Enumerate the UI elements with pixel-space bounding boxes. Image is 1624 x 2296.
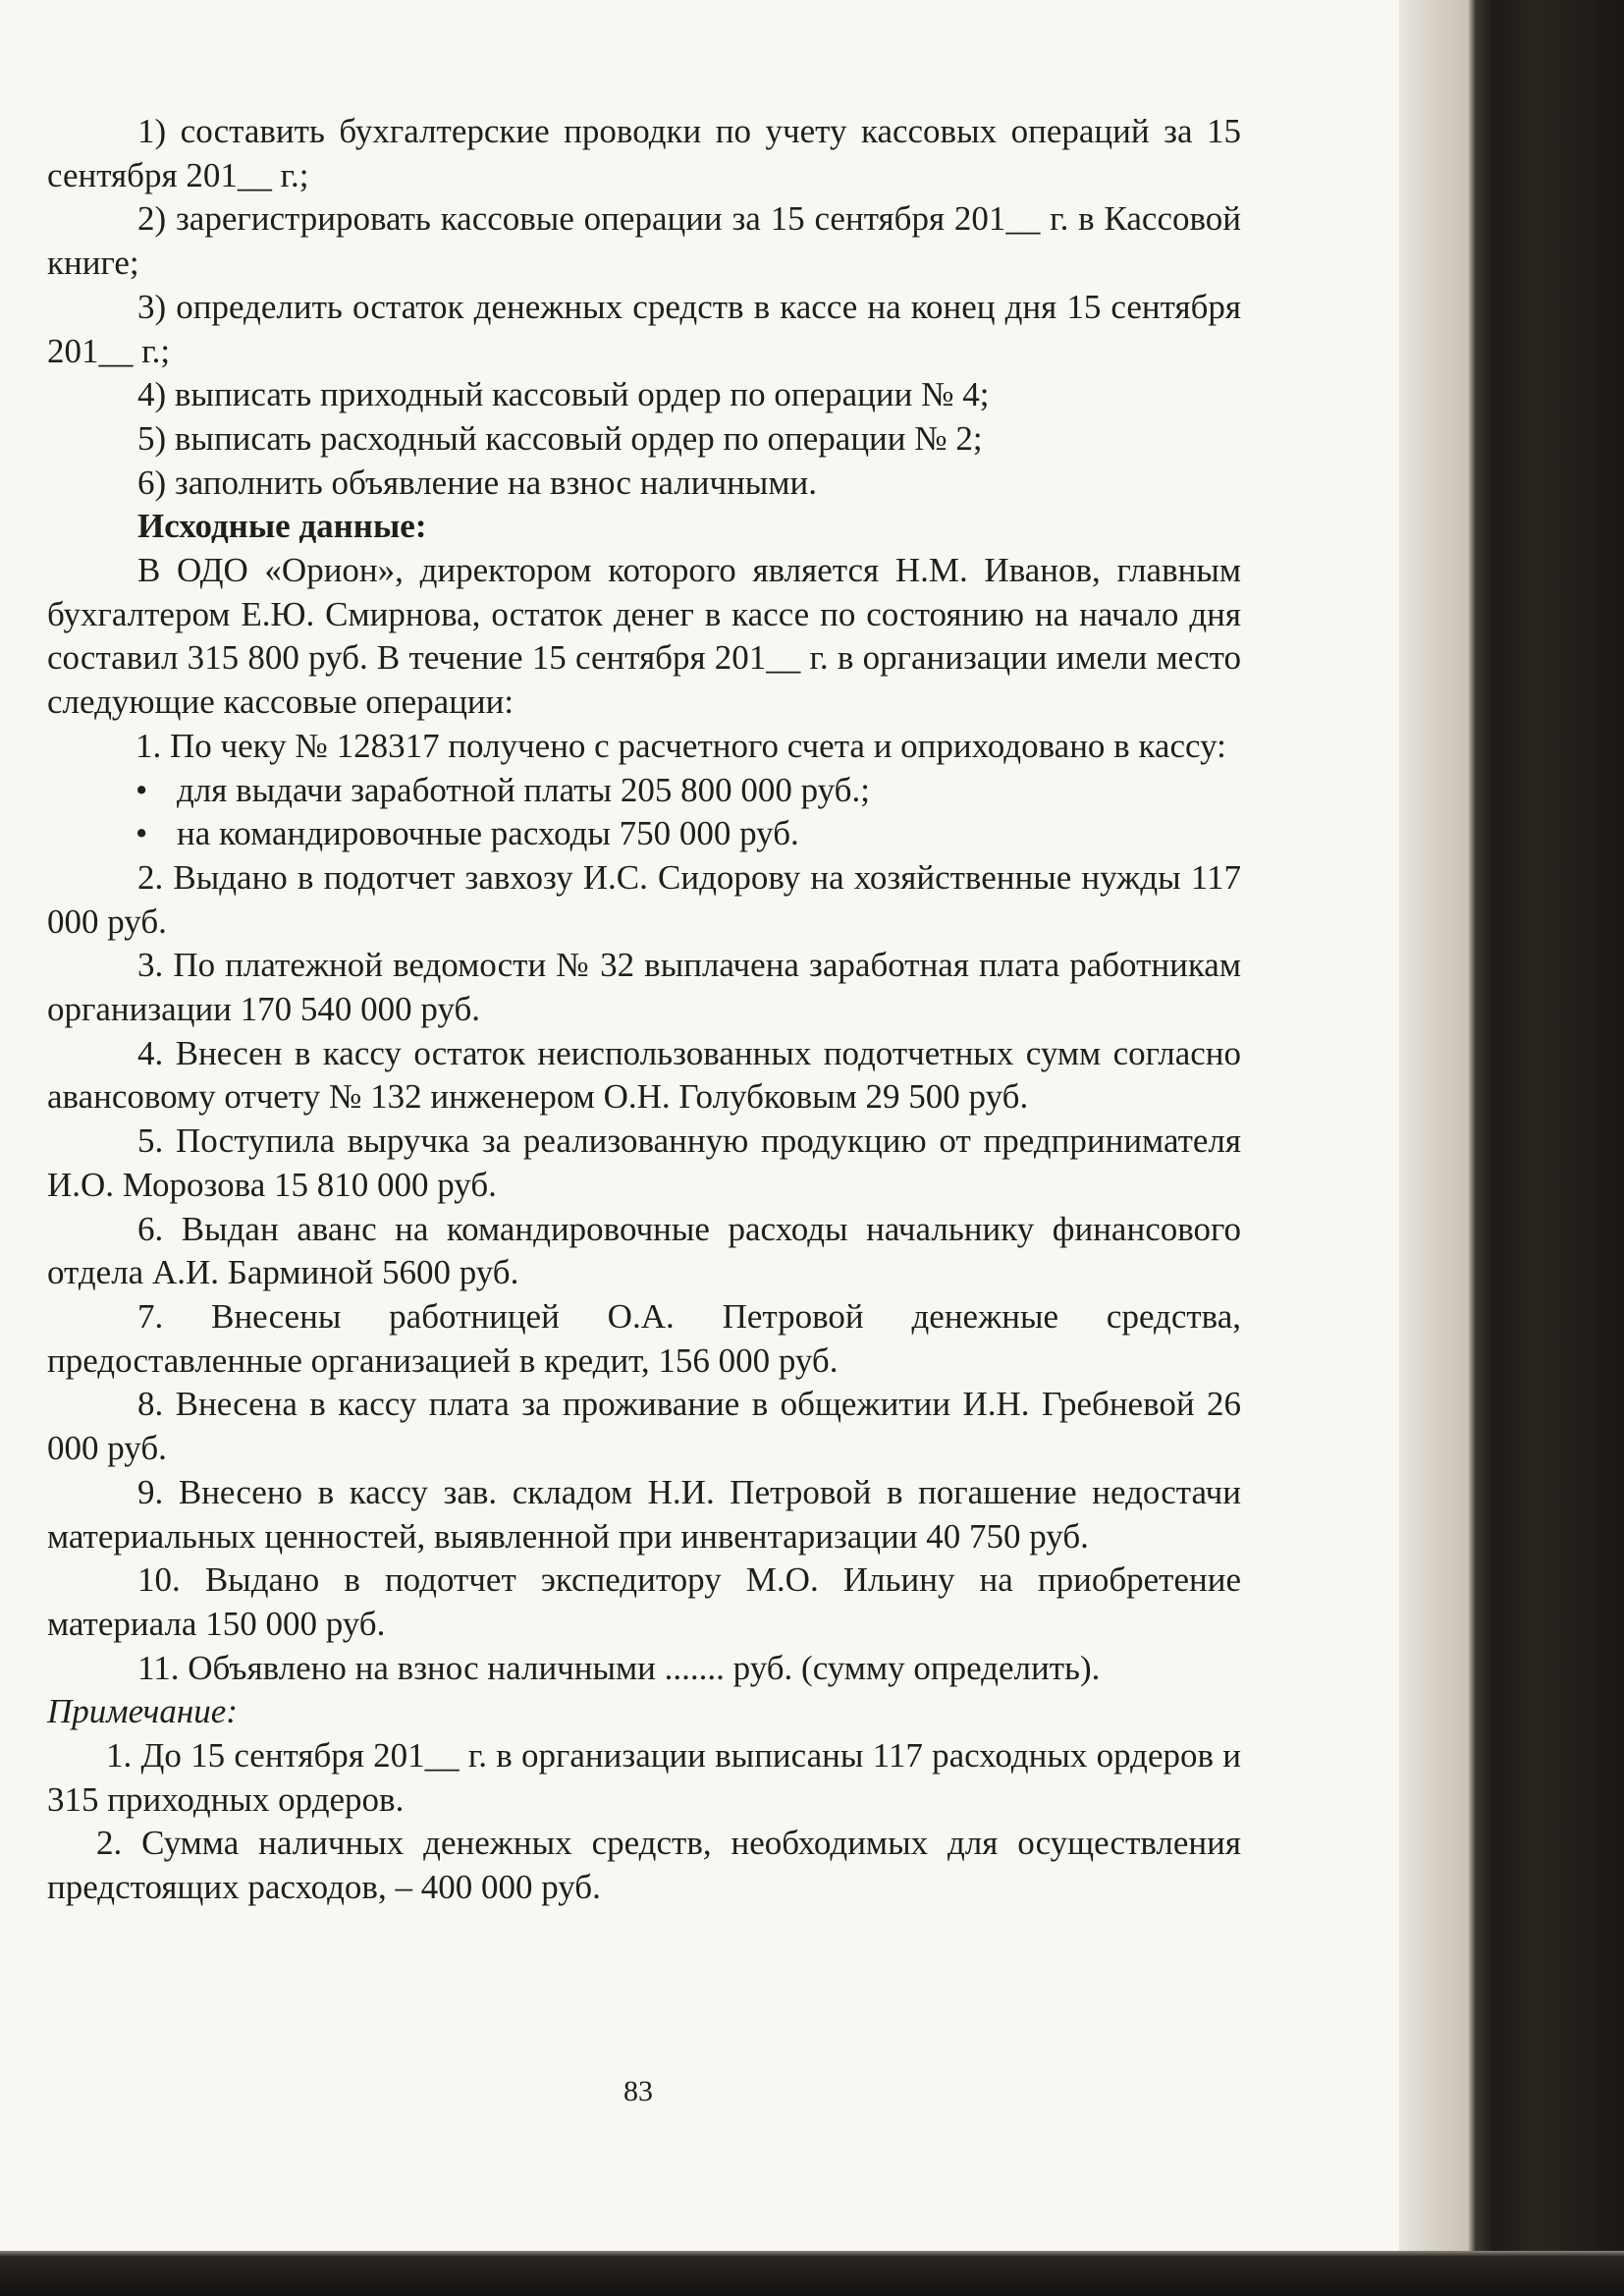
- intro-paragraph: В ОДО «Орион», директором которого является Н.М. Иванов, главным бухгалтером Е.Ю. Смирнова, остаток денег в кассе по состоянию на начало дня составил 315 800 руб. В течение 15 сентября 201__ г. в организации имели место следующие кассовые операции:: [47, 551, 1241, 722]
- bullet-text-1: для выдачи заработной платы 205 800 000 руб.;: [177, 770, 870, 809]
- task-6: 6) заполнить объявление на взнос наличными.: [137, 463, 817, 502]
- operation-8: 8. Внесена в кассу плата за проживание в общежитии И.Н. Гребневой 26 000 руб.: [47, 1385, 1241, 1468]
- bullet-icon: •: [135, 814, 148, 853]
- operation-2: 2. Выдано в подотчет завхозу И.С. Сидорову на хозяйственные нужды 117 000 руб.: [47, 857, 1241, 941]
- operation-1: 1. По чеку № 128317 получено с расчетного счета и оприходовано в кассу:: [135, 726, 1226, 765]
- operation-5: 5. Поступила выручка за реализованную продукцию от предпринимателя И.О. Морозова 15 810 000 руб.: [47, 1121, 1241, 1204]
- page-number: 83: [623, 2075, 653, 2107]
- source-heading: Исходные данные:: [137, 507, 427, 546]
- book-spine: [1399, 0, 1624, 2296]
- operation-7: 7. Внесены работницей О.А. Петровой денежные средства, предоставленные организацией в кредит, 156 000 руб.: [47, 1296, 1241, 1380]
- operation-3: 3. По платежной ведомости № 32 выплачена заработная плата работникам организации 170 540 000 руб.: [47, 946, 1241, 1029]
- task-5: 5) выписать расходный кассовый ордер по операции № 2;: [137, 418, 983, 458]
- operation-6: 6. Выдан аванс на командировочные расходы начальнику финансового отдела А.И. Барминой 5600 руб.: [47, 1209, 1241, 1292]
- text-block: [47, 110, 1241, 1910]
- task-1: 1) составить бухгалтерские проводки по учету кассовых операций за 15 сентября 201__ г.;: [47, 112, 1241, 194]
- note-1: 1. До 15 сентября 201__ г. в организации выписаны 117 расходных ордеров и 315 приходных ордеров.: [47, 1736, 1241, 1819]
- task-3: 3) определить остаток денежных средств в кассе на конец дня 15 сентября 201__ г.;: [47, 287, 1241, 370]
- task-2: 2) зарегистрировать кассовые операции за 15 сентября 201__ г. в Кассовой книге;: [47, 199, 1241, 283]
- bullet-text-2: на командировочные расходы 750 000 руб.: [177, 814, 799, 853]
- bullet-item-1: [47, 769, 1241, 813]
- operation-9: 9. Внесено в кассу зав. складом Н.И. Петровой в погашение недостачи материальных ценностей, выявленной при инвентаризации 40 750 руб.: [47, 1472, 1241, 1556]
- bullet-item-2: [47, 812, 1241, 856]
- operation-10: 10. Выдано в подотчет экспедитору М.О. Ильину на приобретение материала 150 000 руб.: [47, 1560, 1241, 1643]
- note-heading: Примечание:: [47, 1692, 238, 1731]
- note-2: 2. Сумма наличных денежных средств, необходимых для осуществления предстоящих расходов, – 400 000 руб.: [47, 1824, 1241, 1907]
- bullet-icon: •: [135, 770, 148, 809]
- operation-4: 4. Внесен в кассу остаток неиспользованных подотчетных сумм согласно авансовому отчету № 132 инженером О.Н. Голубковым 29 500 руб.: [47, 1033, 1241, 1117]
- task-4: 4) выписать приходный кассовый ордер по операции № 4;: [137, 375, 990, 414]
- operation-11: 11. Объявлено на взнос наличными ....... руб. (сумму определить).: [137, 1648, 1101, 1687]
- scan-bottom-edge: [0, 2251, 1624, 2296]
